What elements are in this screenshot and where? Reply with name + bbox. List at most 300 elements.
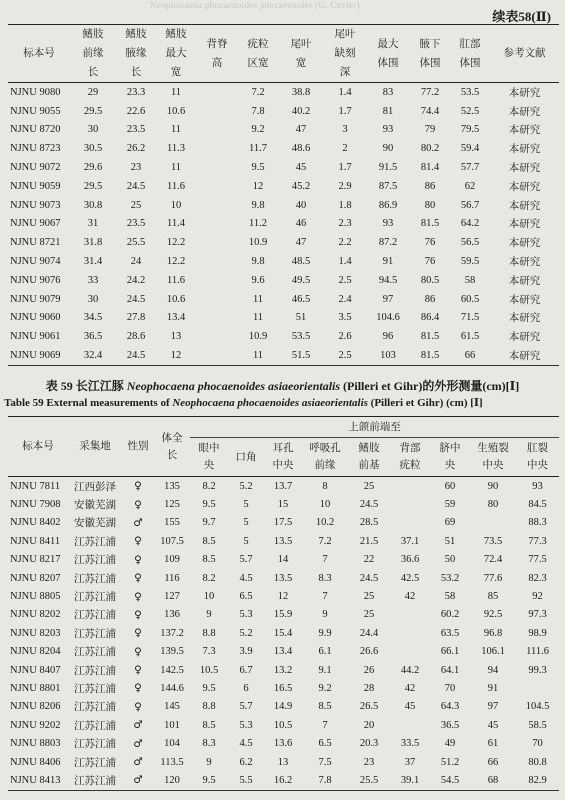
table-cell: NJNU 8217 (10, 554, 61, 566)
table-cell: NJNU 9202 (10, 719, 61, 731)
table-cell: 本研究 (508, 238, 541, 250)
table-cell: 60 (444, 480, 456, 492)
table-cell: 66 (487, 756, 499, 768)
table-cell: 2.5 (324, 346, 366, 365)
table-cell: 11 (170, 162, 182, 174)
table-cell: 30.5 (83, 143, 103, 155)
table-cell (196, 327, 238, 346)
table-cell: 92 (532, 591, 543, 603)
table-cell: 37.1 (400, 535, 420, 547)
table-cell: 82.3 (528, 572, 547, 584)
table-cell: 3.5 (338, 312, 352, 324)
table-cell: 5.7 (239, 701, 253, 713)
column-header: 鳍肢 前缘 长 (70, 25, 116, 83)
table-row (8, 495, 559, 513)
table-cell: 9.5 (202, 682, 216, 694)
table-cell: 107.5 (160, 535, 184, 547)
table-cell: 50 (444, 554, 456, 566)
table-cell: 11 (170, 86, 182, 98)
table-cell (196, 309, 238, 328)
table-cell: 96 (382, 331, 394, 343)
table-cell: 本研究 (508, 181, 541, 193)
table-cell: 36.5 (440, 719, 460, 731)
table-cell: 92.5 (483, 609, 503, 621)
table-cell: 30 (87, 293, 99, 305)
table-cell: 9.8 (251, 199, 265, 211)
table-cell: 26.2 (126, 143, 146, 155)
table-cell: 25 (363, 480, 375, 492)
table-cell: 64.2 (460, 218, 480, 230)
table-cell: 63.5 (440, 627, 460, 639)
table-cell: 103 (366, 346, 410, 365)
table-cell: 1.7 (338, 105, 352, 117)
table-cell: 73.5 (483, 535, 503, 547)
table-cell: 58 (444, 591, 456, 603)
table-cell: 11.2 (249, 218, 267, 230)
table-cell: 20 (363, 719, 375, 731)
table-cell: NJNU 9073 (10, 199, 61, 211)
table-cell (390, 606, 430, 624)
table-cell: 23 (363, 756, 375, 768)
table-cell: 90 (382, 143, 394, 155)
table-row (8, 587, 559, 605)
table-cell: 江苏江浦 (74, 628, 116, 640)
column-header: 鳍肢 腋缘 长 (116, 25, 156, 83)
column-header: 脐中 央 (430, 438, 470, 477)
table-body (8, 83, 559, 366)
table-cell: 81.5 (420, 218, 440, 230)
column-header: 鳍肢 前基 (348, 438, 390, 477)
table-cell: 66.1 (440, 646, 460, 658)
table-cell (196, 233, 238, 252)
table-cell: 116 (164, 572, 180, 584)
table-cell: 12.2 (166, 237, 186, 249)
table-row (8, 753, 559, 771)
table-cell (390, 643, 430, 661)
table-cell: 7 (322, 554, 328, 566)
table-cell: 15 (277, 499, 289, 511)
table-cell: NJNU 8206 (10, 701, 61, 713)
table-59 (8, 416, 559, 791)
table-cell: 53.5 (460, 86, 480, 98)
column-header: 疣粒 区宽 (238, 25, 278, 83)
table-cell: 60.5 (460, 293, 480, 305)
table-cell: 32.4 (70, 346, 116, 365)
table-cell: 6.1 (318, 646, 332, 658)
table-cell: 本研究 (508, 332, 541, 344)
table-cell: 13.6 (273, 738, 293, 750)
table-cell: 10.2 (315, 517, 335, 529)
table-cell: 2.3 (338, 218, 352, 230)
table-cell: 7.3 (202, 646, 216, 658)
table-cell: 109 (164, 554, 180, 566)
table-cell: NJNU 8407 (10, 664, 61, 676)
table-cell: NJNU 7811 (10, 480, 61, 492)
table-cell: 9 (206, 756, 212, 768)
sex-symbol: ♂ (133, 737, 143, 750)
column-header: 背部 疣粒 (390, 438, 430, 477)
table-cell: 94.5 (378, 274, 398, 286)
table-cell: 8.2 (202, 572, 216, 584)
table-cell: NJNU 8805 (10, 591, 61, 603)
table-cell: 93 (532, 480, 543, 492)
sex-symbol: ♀ (134, 664, 142, 677)
column-header: 肛裂 中央 (516, 438, 559, 477)
sex-symbol: ♂ (122, 771, 154, 790)
table-cell: 5.2 (239, 480, 253, 492)
table-cell: 80 (424, 199, 436, 211)
table-cell: 91.5 (378, 162, 398, 174)
table-cell: 江西彭泽 (74, 481, 116, 493)
table-cell: 106.1 (481, 646, 505, 658)
table-cell: 24.4 (359, 627, 379, 639)
table-cell: NJNU 9079 (10, 293, 61, 305)
table-cell: 25.5 (126, 237, 146, 249)
table-cell: 本研究 (508, 144, 541, 156)
table-cell: NJNU 9055 (10, 105, 61, 117)
table-cell: 14.9 (273, 701, 293, 713)
table-cell: 25.5 (348, 771, 390, 790)
table-cell: NJNU 8721 (10, 237, 61, 249)
table-cell: 5.7 (239, 554, 253, 566)
table-cell: 5.3 (239, 609, 253, 621)
table-cell: 60.2 (440, 609, 460, 621)
table-cell: 22.6 (126, 105, 146, 117)
table-row (8, 177, 559, 196)
table-cell: 9 (206, 609, 212, 621)
column-header: 参考文献 (490, 25, 559, 83)
table-59-caption-chinese: 表 59 长江江豚 Neophocaena phocaenoides asiaeorientalis (Pilleri et Gihr)的外形测量(cm)[Ⅰ] (45, 379, 520, 393)
table-cell: 120 (154, 771, 190, 790)
table-cell: 2.9 (338, 180, 352, 192)
table-cell: 137.2 (160, 627, 184, 639)
table-cell: 77.2 (420, 86, 440, 98)
table-row (8, 643, 559, 661)
table-row (8, 271, 559, 290)
table-cell: 27.8 (126, 312, 146, 324)
table-cell: 9.5 (190, 771, 228, 790)
table-cell: 12.2 (166, 256, 186, 268)
table-cell (390, 624, 430, 642)
table-cell: 11.3 (167, 143, 185, 155)
table-cell: 8.3 (202, 738, 216, 750)
table-cell: 江苏江浦 (74, 757, 116, 769)
table-cell: 5 (243, 535, 249, 547)
group-header: 上颌前端至 (190, 417, 559, 438)
table-cell: 68 (470, 771, 516, 790)
table-cell: 29 (87, 86, 99, 98)
table-cell: 3.9 (239, 646, 253, 658)
table-cell (196, 252, 238, 271)
table-cell: 9.5 (251, 162, 265, 174)
column-header: 呼吸孔 前缘 (302, 438, 348, 477)
table-cell: 70 (444, 682, 456, 694)
table-cell: 80.5 (420, 274, 440, 286)
sex-symbol: ♀ (134, 535, 142, 548)
column-header: 采集地 (68, 417, 122, 477)
table-cell: NJNU 8411 (10, 535, 61, 547)
table-cell: 81.5 (410, 346, 450, 365)
table-row (8, 252, 559, 271)
table-cell: 9.8 (251, 256, 265, 268)
table-cell: 79 (424, 124, 436, 136)
table-cell: NJNU 8803 (10, 738, 61, 750)
sex-symbol: ♀ (134, 590, 142, 603)
table-cell: NJNU 8402 (10, 517, 61, 529)
table-cell: 7.5 (318, 756, 332, 768)
table-cell: NJNU 9080 (10, 86, 61, 98)
table-body (8, 477, 559, 791)
table-cell: NJNU 8203 (10, 627, 61, 639)
table-cell: 49.5 (291, 274, 311, 286)
table-cell: 本研究 (508, 219, 541, 231)
table-row (8, 569, 559, 587)
table-cell: 11 (238, 346, 278, 365)
table-cell (196, 139, 238, 158)
table-cell: 80.2 (420, 143, 440, 155)
table-cell: 42 (404, 591, 416, 603)
table-row (8, 196, 559, 215)
table-cell: 139.5 (160, 646, 184, 658)
table-cell: NJNU 9067 (10, 218, 61, 230)
table-row (8, 514, 559, 532)
table-cell: 9.9 (318, 627, 332, 639)
table-cell: 135 (164, 480, 180, 492)
table-header-row (8, 25, 559, 83)
table-cell: 40 (295, 199, 307, 211)
table-cell: 5.5 (228, 771, 264, 790)
table-cell: NJNU 8204 (10, 646, 61, 658)
table-cell: 87.5 (378, 180, 398, 192)
table-cell (390, 477, 430, 496)
table-cell: 33 (87, 274, 99, 286)
table-cell: 2.2 (338, 237, 352, 249)
table-cell: 6 (243, 682, 249, 694)
table-cell: 97 (487, 701, 499, 713)
table-cell: 80.8 (528, 756, 547, 768)
table-cell: 57.7 (460, 162, 480, 174)
table-cell: 2.5 (338, 274, 352, 286)
table-row (8, 551, 559, 569)
table-cell: 28.5 (359, 517, 379, 529)
table-cell: 82.9 (516, 771, 559, 790)
table-cell: 81.4 (420, 162, 440, 174)
column-header: 生殖裂 中央 (470, 438, 516, 477)
table-cell: 江苏江浦 (74, 555, 116, 567)
sex-symbol: ♀ (134, 645, 142, 658)
column-header: 体全 长 (154, 417, 190, 477)
table-cell: 江苏江浦 (74, 610, 116, 622)
table-cell: 28 (363, 682, 375, 694)
table-cell: 11.7 (249, 143, 267, 155)
table-cell (516, 679, 559, 697)
table-cell: 49 (444, 738, 456, 750)
table-cell: 5 (243, 517, 249, 529)
table-cell: 13 (170, 331, 182, 343)
table-cell: 江苏江浦 (74, 536, 116, 548)
table-cell: 1.4 (338, 256, 352, 268)
sex-symbol: ♀ (134, 608, 142, 621)
table-cell: 93 (382, 124, 394, 136)
table-cell: 安徽芜湖 (74, 500, 116, 512)
table-cell: 155 (164, 517, 180, 529)
table-cell: 11.4 (167, 218, 185, 230)
table-cell: 45.2 (291, 180, 311, 192)
table-row (8, 233, 559, 252)
table-cell: 6.5 (239, 591, 253, 603)
table-cell: 16.5 (273, 682, 293, 694)
table-cell: 25 (363, 591, 375, 603)
table-cell: 8.5 (202, 719, 216, 731)
table-cell: 1.8 (338, 199, 352, 211)
table-cell: 39.1 (390, 771, 430, 790)
table-cell: NJNU 9069 (8, 346, 70, 365)
bleed-through-text: Neophocaena phocaenoides phocaenoides (G. Cuvier) (150, 0, 360, 10)
table-cell: 44.2 (400, 664, 420, 676)
table-cell: 8.2 (202, 480, 216, 492)
table-cell: 4.5 (239, 572, 253, 584)
column-header: 尾叶 宽 (278, 25, 324, 83)
table-cell: 24.5 (116, 346, 156, 365)
table-cell: 江苏江浦 (74, 683, 116, 695)
table-row (8, 771, 559, 790)
sex-symbol: ♂ (133, 516, 143, 529)
table-cell: NJNU 9076 (10, 274, 61, 286)
table-cell: 24 (130, 256, 142, 268)
table-cell: 104.5 (525, 701, 550, 713)
column-header: 鳍肢 最大 宽 (156, 25, 196, 83)
column-header: 肛部 体围 (450, 25, 490, 83)
table-cell: 26.6 (359, 646, 379, 658)
table-cell: 52.5 (460, 105, 480, 117)
table-cell: 9.1 (318, 664, 332, 676)
column-header: 背脊 高 (196, 25, 238, 83)
table-cell: 16.2 (264, 771, 302, 790)
table-cell: 8.8 (202, 701, 216, 713)
table-cell: 127 (164, 591, 180, 603)
table-header (8, 417, 559, 477)
table-cell: 11 (170, 124, 182, 136)
table-cell: 29.5 (83, 180, 103, 192)
sex-symbol: ♂ (133, 719, 143, 732)
table-cell: 7 (322, 591, 328, 603)
table-cell: 53.2 (440, 572, 460, 584)
column-header: 最大 体围 (366, 25, 410, 83)
table-cell: 12 (252, 180, 264, 192)
table-cell: 10 (203, 591, 215, 603)
table-row (8, 102, 559, 121)
table-cell: 本研究 (508, 275, 541, 287)
table-cell: 江苏江浦 (74, 647, 116, 659)
continued-table-label: 续表58(Ⅱ) (492, 9, 551, 24)
sex-symbol: ♀ (134, 682, 142, 695)
table-cell: 本研究 (508, 106, 541, 118)
table-cell: 72.4 (483, 554, 503, 566)
table-cell: 77.6 (483, 572, 503, 584)
table-cell: 15.9 (273, 609, 293, 621)
table-cell (196, 83, 238, 102)
table-cell: NJNU 9059 (10, 180, 61, 192)
table-cell: 24.5 (126, 293, 146, 305)
table-cell: 1.4 (338, 86, 352, 98)
table-cell: 64.1 (440, 664, 460, 676)
table-cell: NJNU 8723 (10, 143, 61, 155)
table-58-continued (8, 24, 559, 366)
table-cell: 111.6 (526, 646, 549, 658)
table-cell: 本研究 (508, 257, 541, 269)
table-cell: 12 (277, 591, 289, 603)
column-header: 标本号 (8, 417, 68, 477)
table-cell: 25 (130, 199, 142, 211)
column-header: 标本号 (8, 25, 70, 83)
table-cell: 31.4 (83, 256, 103, 268)
table-cell: 69 (444, 517, 456, 529)
table-cell: 29.5 (83, 105, 103, 117)
table-row (8, 477, 559, 496)
sex-symbol: ♂ (133, 756, 143, 769)
table-cell: 93 (382, 218, 394, 230)
table-cell: 本研究 (508, 163, 541, 175)
table-cell: 8 (322, 480, 328, 492)
table-cell: 10.6 (166, 105, 186, 117)
table-cell: NJNU 9060 (10, 312, 61, 324)
table-cell: 61.5 (460, 331, 480, 343)
table-cell: 8.5 (202, 535, 216, 547)
table-cell: 21.5 (359, 535, 379, 547)
table-cell: 45 (295, 162, 307, 174)
table-cell: 30.8 (83, 199, 103, 211)
header-row (8, 417, 559, 438)
sex-symbol: ♀ (134, 627, 142, 640)
table-cell: 10 (319, 499, 331, 511)
table-row (8, 624, 559, 642)
table-cell: 26 (363, 664, 375, 676)
table-cell: 本研究 (508, 294, 541, 306)
table-cell: 97 (382, 293, 394, 305)
table-cell: 1.7 (338, 162, 352, 174)
table-cell: 5.3 (239, 719, 253, 731)
table-cell: 64.3 (440, 701, 460, 713)
table-row (8, 121, 559, 140)
table-row (8, 290, 559, 309)
table-cell: 6.5 (318, 738, 332, 750)
table-cell: 56.7 (460, 199, 480, 211)
table-cell: 48.5 (291, 256, 311, 268)
table-cell: 江苏江浦 (74, 592, 116, 604)
table-cell: 2 (342, 143, 348, 155)
table-row (8, 734, 559, 752)
table-cell (196, 290, 238, 309)
table-cell (470, 514, 516, 532)
table-cell (390, 495, 430, 513)
table-cell: 70 (532, 738, 543, 750)
table-cell: 42 (404, 682, 416, 694)
table-cell: NJNU 8207 (10, 572, 61, 584)
table-cell: 江苏江浦 (74, 702, 116, 714)
table-cell: 31.8 (83, 237, 103, 249)
table-cell: 30 (87, 124, 99, 136)
table-cell: 13 (277, 756, 289, 768)
table-cell: 12 (156, 346, 196, 365)
table-cell: 24.5 (359, 572, 379, 584)
table-cell: 125 (164, 499, 180, 511)
table-cell: 98.9 (528, 627, 547, 639)
sex-symbol: ♀ (134, 498, 142, 511)
table-cell: 47 (295, 124, 307, 136)
table-cell: 7.8 (251, 105, 265, 117)
table-cell: 53.5 (291, 331, 311, 343)
table-cell: 51.5 (278, 346, 324, 365)
